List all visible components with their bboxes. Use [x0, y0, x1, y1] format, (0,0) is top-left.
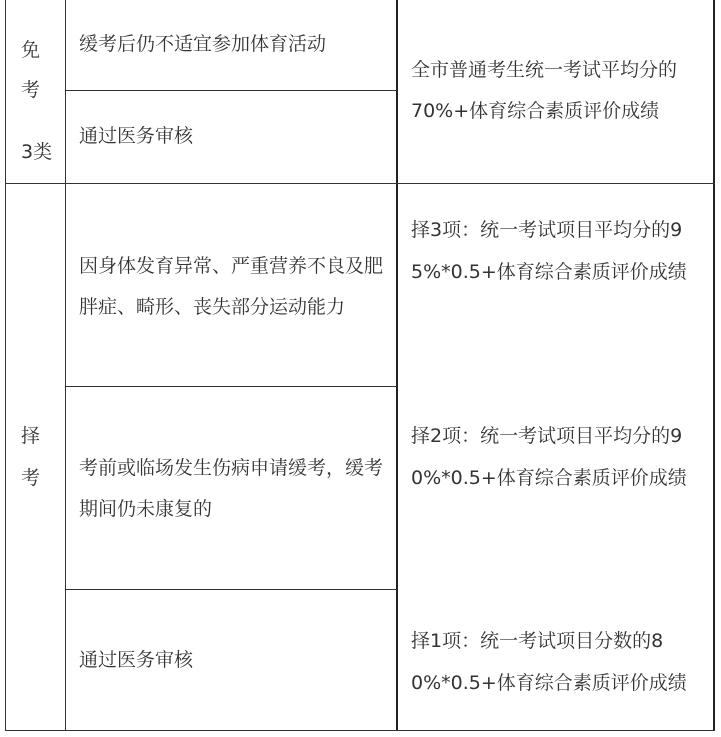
score-text-line: 70%+体育综合素质评价成绩	[411, 100, 660, 122]
score-text-line: 择3项：统一考试项目平均分的9	[411, 219, 683, 241]
score-cell	[398, 0, 713, 183]
condition-cell	[66, 91, 396, 183]
condition-text: 缓考后仍不适宜参加体育活动	[79, 33, 327, 55]
condition-text: 通过医务审核	[79, 649, 194, 671]
score-text-line: 5%*0.5+体育综合素质评价成绩	[411, 261, 687, 283]
condition-cell	[66, 184, 396, 386]
condition-cell	[66, 0, 396, 90]
score-text-line: 择1项：统一考试项目分数的8	[411, 630, 664, 652]
score-cell	[398, 184, 713, 730]
category-label-choice	[6, 184, 65, 730]
score-text-line: 0%*0.5+体育综合素质评价成绩	[411, 672, 687, 694]
condition-cell	[66, 387, 396, 589]
category-label-line: 考	[21, 79, 41, 101]
score-text-line: 0%*0.5+体育综合素质评价成绩	[411, 467, 687, 489]
score-text-line: 全市普通考生统一考试平均分的	[411, 59, 678, 81]
category-label-line: 免	[21, 39, 41, 61]
score-text-line: 择2项：统一考试项目平均分的9	[411, 425, 683, 447]
condition-text: 因身体发育异常、严重营养不良及肥胖症、畸形、丧失部分运动能力	[79, 255, 384, 318]
category-label-line: 考	[21, 467, 41, 489]
condition-cell	[66, 590, 396, 730]
category-label-exempt	[6, 0, 65, 183]
border-bottom	[5, 730, 715, 731]
condition-text: 通过医务审核	[79, 125, 194, 147]
border-right	[713, 0, 715, 731]
condition-text: 考前或临场发生伤病申请缓考，缓考期间仍未康复的	[79, 457, 384, 520]
category-label-line: 择	[21, 425, 41, 447]
category-label-line: 3类	[21, 141, 53, 163]
